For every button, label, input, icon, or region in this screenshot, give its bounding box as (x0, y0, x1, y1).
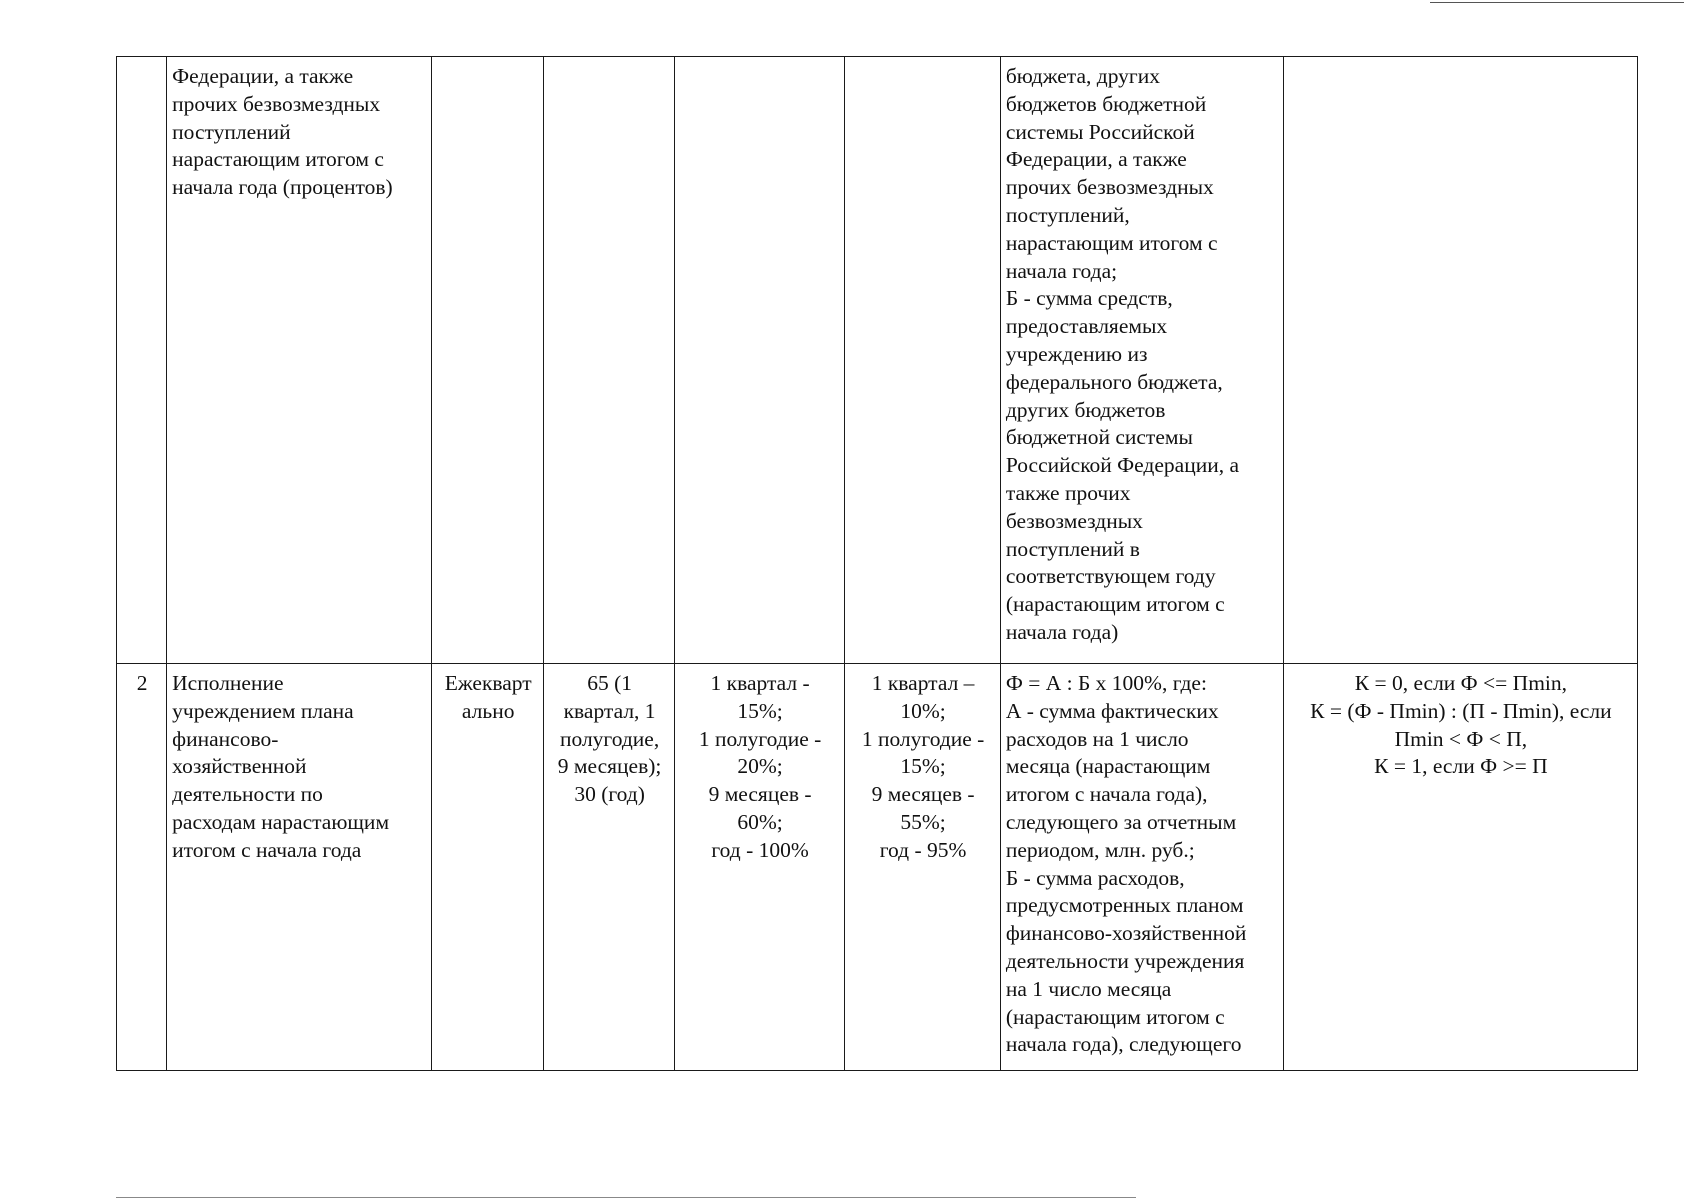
cell-coefficient: К = 0, если Ф <= Пmin, К = (Ф - Пmin) : (П - Пmin), если Пmin < Ф < П, К = 1, если Ф >= П (1283, 664, 1637, 1071)
table-row (117, 664, 1638, 1071)
scan-edge-line-top (1430, 2, 1684, 3)
cell-indicator-name: Исполнение учреждением плана финансово- хозяйственной деятельности по расходам нарастающим итогом с начала года (167, 664, 432, 1071)
table-row (117, 57, 1638, 664)
cell-periodicity: Ежекварт ально (432, 664, 544, 1071)
cell-formula: бюджета, других бюджетов бюджетной системы Российской Федерации, а также прочих безвозмездных поступлений, нарастающим итогом с начала года; Б - сумма средств, предоставляемых учреждению из федерального бюджета, других бюджетов бюджетной системы Российской Федерации, а также прочих безвозмездных поступлений в соответствующем году (нарастающим итогом с начала года) (1000, 57, 1283, 664)
cell-indicator-name: Федерации, а также прочих безвозмездных поступлений нарастающим итогом с начала года (процентов) (167, 57, 432, 664)
scan-edge-line-bottom (116, 1197, 1136, 1198)
cell-periodicity (432, 57, 544, 664)
cell-weight: 65 (1 квартал, 1 полугодие, 9 месяцев); 30 (год) (544, 664, 674, 1071)
cell-coefficient (1283, 57, 1637, 664)
cell-min-value: 1 квартал – 10%; 1 полугодие - 15%; 9 месяцев - 55%; год - 95% (845, 664, 1001, 1071)
cell-plan-value: 1 квартал - 15%; 1 полугодие - 20%; 9 месяцев - 60%; год - 100% (674, 664, 845, 1071)
cell-formula: Ф = А : Б х 100%, где: А - сумма фактических расходов на 1 число месяца (нарастающим итогом с начала года), следующего за отчетным периодом, млн. руб.; Б - сумма расходов, предусмотренных планом финансово-хозяйственной деятельности учреждения на 1 число месяца (нарастающим итогом с начала года), следующего (1000, 664, 1283, 1071)
cell-min-value (845, 57, 1001, 664)
cell-number: 2 (117, 664, 167, 1071)
cell-weight (544, 57, 674, 664)
indicators-table (116, 56, 1638, 1071)
cell-number (117, 57, 167, 664)
cell-plan-value (674, 57, 845, 664)
